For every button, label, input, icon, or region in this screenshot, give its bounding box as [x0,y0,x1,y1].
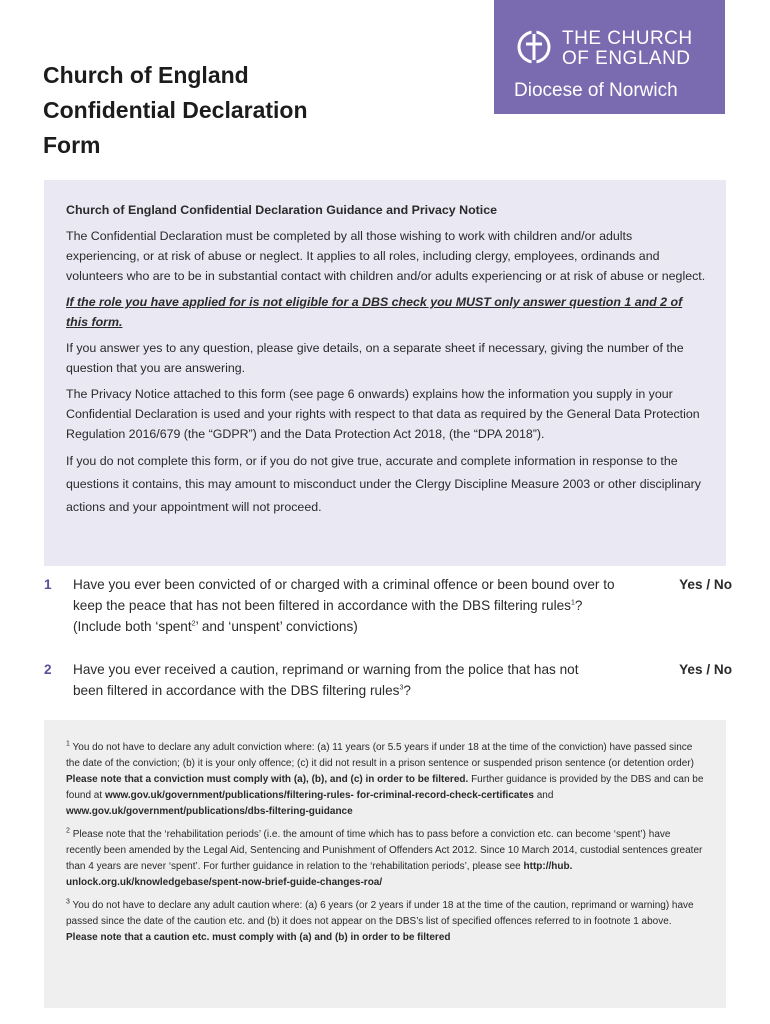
church-cross-icon [516,28,552,66]
yes-no-answer[interactable]: Yes / No [679,577,732,592]
question-text: Have you ever been convicted of or charged with a criminal offence or been bound over to keep the peace that has not been filtered in accordance with the DBS filtering rules$^1$? (Include both ‘spent$^2$’ and ‘unspent’ convictions) [73,577,615,634]
guidance-paragraph: If you do not complete this form, or if you do not give true, accurate and complete information in response to the questions it contains, this may amount to misconduct under the Clergy Discipline Measure 2003 or other disciplinary actions and your appointment will not proceed. [66,454,701,514]
question-number: 1 [44,577,52,592]
footnote-2: $^2$ Please note that the ‘rehabilitation periods’ (i.e. the amount of time which has to pass before a conviction etc. can become ‘spent’) have recently been amended by the Legal Aid, Sentencing and Punishment of Offenders Act 2012. Since 10 March 2014, custodial sentences greater than 4 years are never ‘spent’. For further guidance in relation to the ‘rehabilitation periods’, please see http://hub. unlock.org.uk/knowledgebase/spent-now-brief-guide-changes-roa/ [66,827,703,888]
question-text: Have you ever received a caution, reprimand or warning from the police that has not been filtered in accordance with the DBS filtering rules$^3$? [73,662,579,698]
logo-text-line: OF ENGLAND [562,48,691,69]
page-title-line: Form [43,132,101,158]
diocese-logo [494,0,725,114]
footnote-3: $^3$ You do not have to declare any adult caution where: (a) 6 years (or 2 years if under 18 at the time of the caution, reprimand or warning) have passed since the date of the caution etc. and (b) it does not appear on the DBS’s list of specified offences referred to in footnote 1 above. Please note that a caution etc. must comply with (a) and (b) in order to be filtered [66,898,694,943]
guidance-panel [44,180,726,566]
page-title-line: Confidential Declaration [43,97,308,123]
footnote-link[interactable]: www.gov.uk/government/publications/filtering-rules- for-criminal-record-check-certificates [104,790,534,801]
page-title-line: Church of England [43,62,249,88]
question-number: 2 [44,662,52,677]
guidance-warning: If the role you have applied for is not eligible for a DBS check you MUST only answer question 1 and 2 of this form. [66,295,683,329]
page-title [43,58,403,163]
logo-diocese-name: Diocese of Norwich [514,80,678,101]
logo-text-line: THE CHURCH [562,28,693,49]
footnote-1: $^1$ You do not have to declare any adult conviction where: (a) 11 years (or 5.5 years if under 18 at the time of the conviction) have passed since the date of the conviction; (b) it is your only offence; (c) it did not result in a prison sentence or suspended prison sentence (or detention order) Please note that a conviction must comply with (a), (b), and (c) in order to be filtered. Further guidance is provided by the DBS and can be found at www.gov.uk/government/publications/filtering-rules- for-criminal-record-check-certificates and www.gov.uk/government/publications/dbs-filtering-guidance [66,740,704,817]
guidance-heading: Church of England Confidential Declaration Guidance and Privacy Notice [66,203,497,217]
footnote-link[interactable]: www.gov.uk/government/publications/dbs-filtering-guidance [66,806,353,817]
guidance-paragraph: If you answer yes to any question, please give details, on a separate sheet if necessary, giving the number of the question that you are answering. [66,341,684,375]
footnote-link[interactable]: http://hub. unlock.org.uk/knowledgebase/spent-now-brief-guide-changes-roa/ [66,861,573,888]
guidance-paragraph: The Confidential Declaration must be completed by all those wishing to work with children and/or adults experiencing, or at risk of abuse or neglect. It applies to all roles, including clergy, employees, ordinands and volunteers who are to be in substantial contact with children and/or adults experiencing or at risk of abuse or neglect. [66,229,706,283]
yes-no-answer[interactable]: Yes / No [679,662,732,677]
guidance-paragraph: The Privacy Notice attached to this form (see page 6 onwards) explains how the information you supply in your Confidential Declaration is used and your rights with respect to that data as required by the General Data Protection Regulation 2016/679 (the “GDPR”) and the Data Protection Act 2018, (the “DPA 2018”). [66,387,700,441]
footnotes-panel [44,720,726,1008]
